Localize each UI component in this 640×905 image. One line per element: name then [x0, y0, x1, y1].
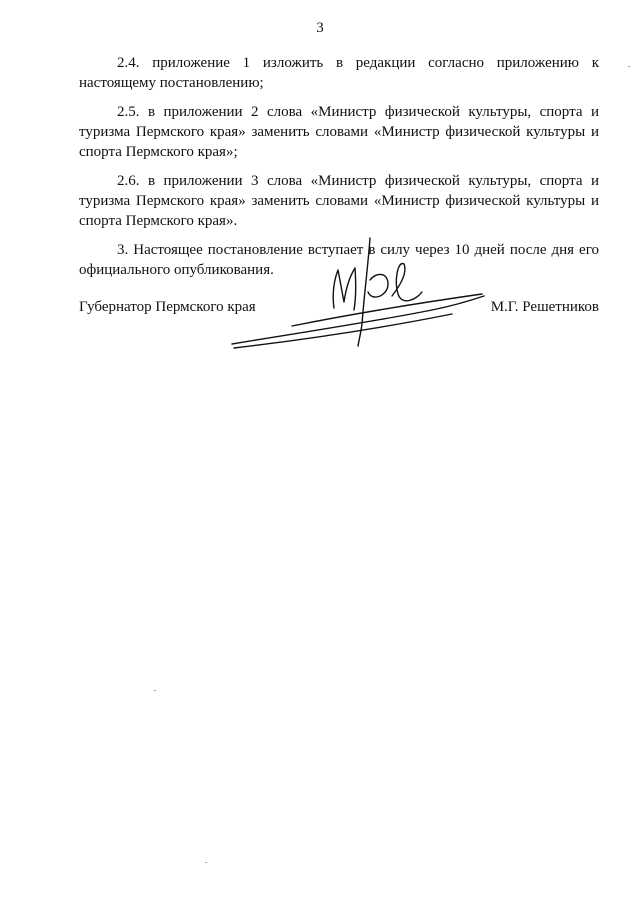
paragraph-2-4: 2.4. приложение 1 изложить в редакции согласно приложению к настоящему постановлению;: [79, 55, 599, 91]
handwritten-signature: [222, 236, 492, 352]
signer-position: Губернатор Пермского края: [79, 299, 256, 315]
signer-name: М.Г. Решетников: [490, 299, 599, 315]
paragraph-2-5: 2.5. в приложении 2 слова «Министр физической культуры, спорта и туризма Пермского края» заменить словами «Министр физической культуры и спорта Пермского края»;: [79, 104, 599, 160]
scan-speck: [628, 66, 630, 67]
scan-speck: [205, 862, 207, 863]
paragraph-3: 3. Настоящее постановление вступает в силу через 10 дней после дня его официального опубликования.: [79, 242, 599, 278]
scan-speck: [154, 690, 156, 691]
page-number: 3: [316, 20, 324, 36]
paragraph-2-6: 2.6. в приложении 3 слова «Министр физической культуры, спорта и туризма Пермского края» заменить словами «Министр физической культуры и спорта Пермского края».: [79, 173, 599, 229]
